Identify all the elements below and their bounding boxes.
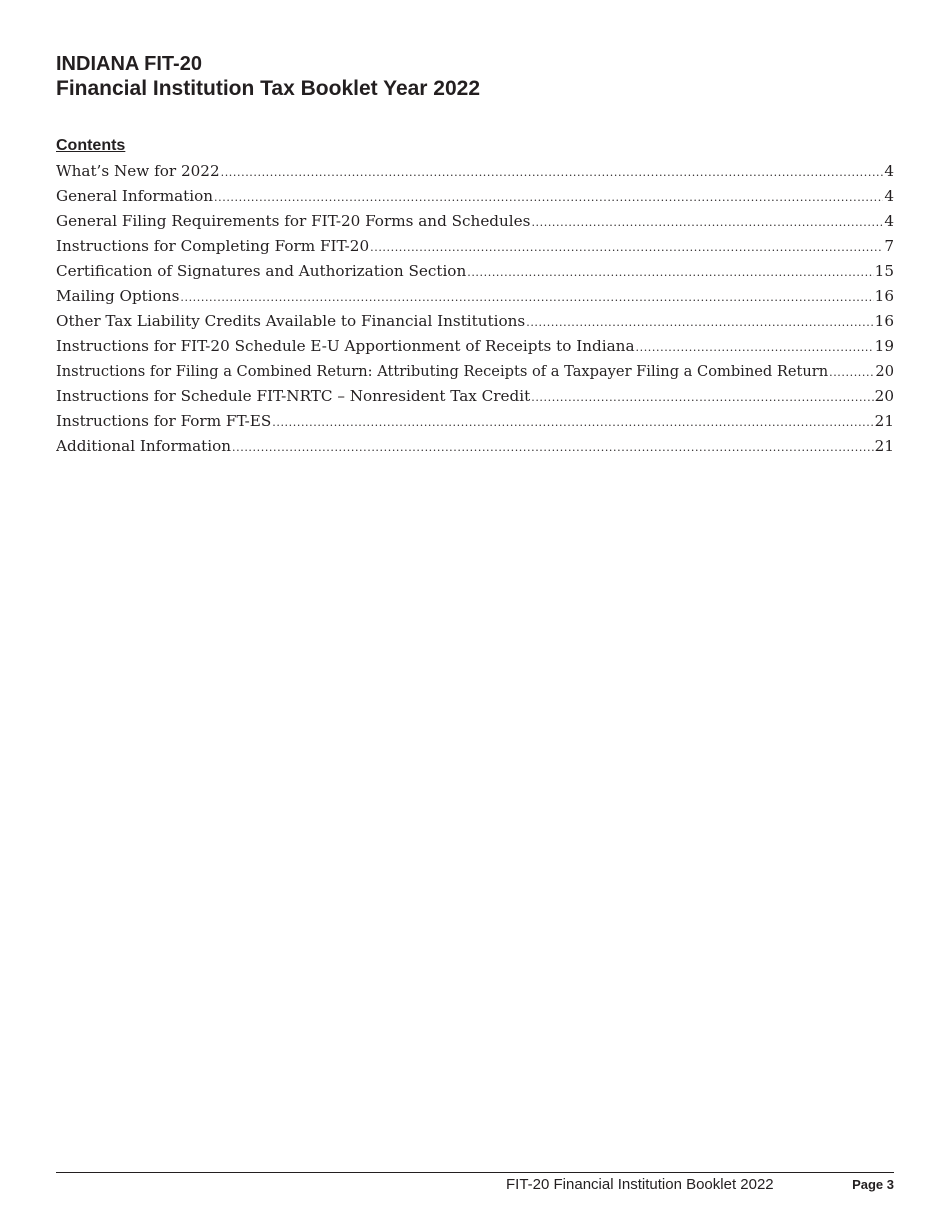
toc-entry-page: 20 bbox=[875, 363, 894, 380]
toc-dot-leader bbox=[526, 310, 873, 334]
footer-booklet-name: FIT-20 Financial Institution Booklet 2022 bbox=[506, 1176, 774, 1193]
toc-entry-label: What’s New for 2022 bbox=[56, 162, 220, 180]
toc-dot-leader bbox=[180, 285, 873, 309]
toc-entry[interactable] bbox=[56, 159, 894, 184]
toc-entry-page: 4 bbox=[884, 212, 894, 230]
document-title: INDIANA FIT-20 bbox=[56, 53, 202, 75]
toc-entry-page: 4 bbox=[884, 187, 894, 205]
toc-dot-leader bbox=[829, 360, 874, 384]
toc-entry-page: 20 bbox=[874, 387, 894, 405]
toc-entry-label: Other Tax Liability Credits Available to Financial Institutions bbox=[56, 312, 526, 330]
toc-dot-leader bbox=[636, 335, 874, 359]
toc-entry-page: 15 bbox=[874, 262, 894, 280]
toc-entry-page: 7 bbox=[884, 237, 894, 255]
toc-entry-label: Mailing Options bbox=[56, 287, 180, 305]
toc-entry-label: Additional Information bbox=[56, 437, 232, 455]
toc-entry[interactable] bbox=[56, 434, 894, 459]
toc-entry[interactable] bbox=[56, 309, 894, 334]
page-header bbox=[56, 52, 480, 101]
toc-entry[interactable] bbox=[56, 234, 894, 259]
toc-entry-page: 16 bbox=[874, 312, 894, 330]
contents-heading: Contents bbox=[56, 137, 126, 154]
toc-entry-page: 4 bbox=[884, 162, 894, 180]
toc-entry[interactable] bbox=[56, 334, 894, 359]
toc-dot-leader bbox=[370, 235, 883, 259]
toc-dot-leader bbox=[531, 210, 883, 234]
table-of-contents bbox=[56, 136, 894, 459]
footer-page-number: Page 3 bbox=[852, 1177, 894, 1192]
toc-list bbox=[56, 159, 894, 459]
toc-entry-label: Instructions for Schedule FIT-NRTC – Nonresident Tax Credit bbox=[56, 387, 531, 405]
toc-dot-leader bbox=[467, 260, 873, 284]
toc-entry[interactable] bbox=[56, 209, 894, 234]
toc-entry-label: Instructions for Completing Form FIT-20 bbox=[56, 237, 370, 255]
toc-entry[interactable] bbox=[56, 259, 894, 284]
toc-entry[interactable] bbox=[56, 284, 894, 309]
toc-entry-label: Instructions for Form FT-ES bbox=[56, 412, 272, 430]
toc-dot-leader bbox=[232, 435, 874, 459]
toc-entry-label: General Information bbox=[56, 187, 214, 205]
toc-entry-label: General Filing Requirements for FIT-20 Forms and Schedules bbox=[56, 212, 531, 230]
toc-entry-label: Certification of Signatures and Authorization Section bbox=[56, 262, 467, 280]
toc-dot-leader bbox=[214, 185, 883, 209]
toc-entry-page: 21 bbox=[874, 412, 894, 430]
document-subtitle: Financial Institution Tax Booklet Year 2022 bbox=[56, 77, 481, 100]
toc-dot-leader bbox=[531, 385, 873, 409]
toc-entry[interactable] bbox=[56, 359, 894, 384]
toc-entry-page: 19 bbox=[874, 337, 894, 355]
toc-entry-label: Instructions for FIT-20 Schedule E-U Apportionment of Receipts to Indiana bbox=[56, 337, 635, 355]
toc-entry-page: 16 bbox=[874, 287, 894, 305]
toc-entry[interactable] bbox=[56, 384, 894, 409]
toc-entry[interactable] bbox=[56, 184, 894, 209]
toc-entry[interactable] bbox=[56, 409, 894, 434]
toc-entry-label: Instructions for Filing a Combined Return: Attributing Receipts of a Taxpayer Filing a Combined Return bbox=[56, 363, 829, 380]
footer-divider bbox=[56, 1172, 894, 1173]
toc-entry-page: 21 bbox=[874, 437, 894, 455]
toc-dot-leader bbox=[272, 410, 873, 434]
toc-dot-leader bbox=[221, 160, 884, 184]
